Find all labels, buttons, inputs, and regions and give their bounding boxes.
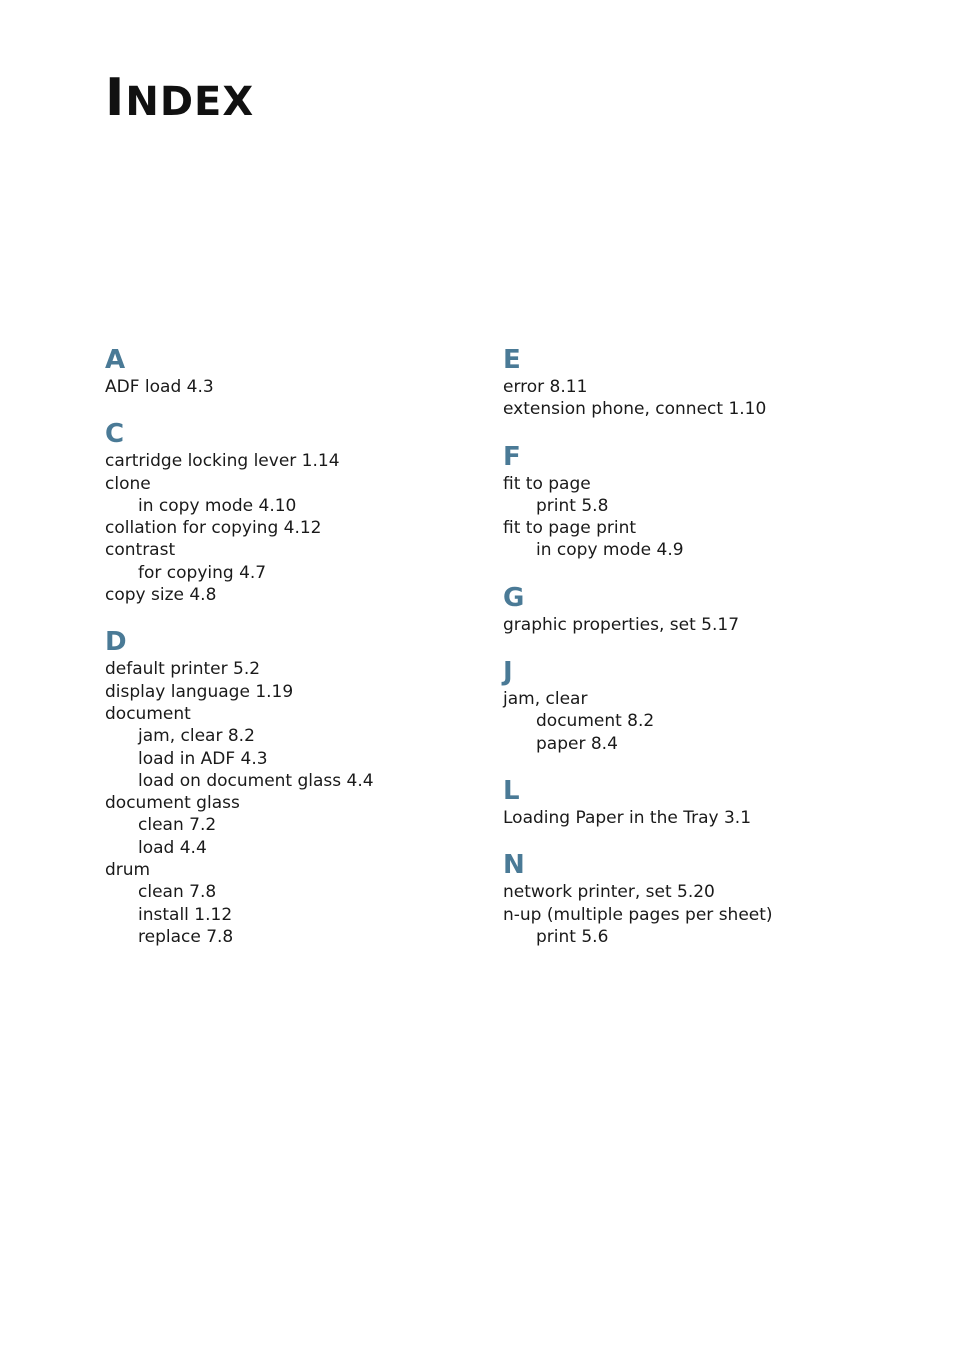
index-subentry: in copy mode 4.10 <box>138 495 297 516</box>
title-rest: NDEX <box>125 79 255 125</box>
index-entry: Loading Paper in the Tray 3.1 <box>503 807 752 828</box>
index-entry: jam, clear <box>503 689 588 710</box>
index-subentry: install 1.12 <box>138 904 233 925</box>
index-entry: ADF load 4.3 <box>105 377 214 397</box>
index-entry: error 8.11 <box>503 377 588 397</box>
index-section-c <box>105 418 485 606</box>
index-subentry: print 5.8 <box>536 495 609 516</box>
index-subentry: load on document glass 4.4 <box>138 770 374 791</box>
index-entry: drum <box>105 860 151 881</box>
index-section-l <box>503 775 883 829</box>
index-subentry: paper 8.4 <box>536 733 618 754</box>
index-section-n <box>503 849 883 948</box>
index-section-f <box>503 441 883 562</box>
index-subentry: load in ADF 4.3 <box>138 748 268 769</box>
index-entry: display language 1.19 <box>105 681 294 702</box>
index-entry: document glass <box>105 793 240 814</box>
index-section-j <box>503 656 883 755</box>
index-subentry: replace 7.8 <box>138 926 234 947</box>
index-subentry: load 4.4 <box>138 837 207 858</box>
section-letter: L <box>503 775 520 806</box>
index-entry: clone <box>105 473 151 494</box>
section-letter: G <box>503 582 525 613</box>
index-section-e <box>503 344 883 421</box>
index-entry: fit to page print <box>503 518 637 539</box>
index-subentry: in copy mode 4.9 <box>536 540 684 561</box>
title-initial: I <box>105 68 126 128</box>
index-entry: graphic properties, set 5.17 <box>503 614 740 635</box>
section-letter: N <box>503 850 525 881</box>
index-entry: n-up (multiple pages per sheet) <box>503 904 773 925</box>
index-subentry: print 5.6 <box>536 926 609 947</box>
section-letter: C <box>105 419 125 450</box>
index-column-right <box>503 344 883 968</box>
index-entry: cartridge locking lever 1.14 <box>105 451 340 472</box>
index-entry: network printer, set 5.20 <box>503 882 715 903</box>
index-column-left <box>105 344 485 968</box>
section-letter: A <box>105 345 126 375</box>
index-entry: default printer 5.2 <box>105 659 261 680</box>
index-section-a <box>105 344 485 398</box>
section-letter: F <box>503 441 521 472</box>
index-section-g <box>503 582 883 636</box>
index-entry: extension phone, connect 1.10 <box>503 399 767 420</box>
index-subentry: clean 7.8 <box>138 882 217 903</box>
index-entry: collation for copying 4.12 <box>105 518 322 539</box>
page-title <box>105 68 255 128</box>
section-letter: J <box>503 657 513 688</box>
index-subentry: jam, clear 8.2 <box>138 726 255 747</box>
index-subentry: clean 7.2 <box>138 815 217 836</box>
section-letter: E <box>503 345 521 375</box>
index-entry: fit to page <box>503 473 591 494</box>
index-entry: contrast <box>105 540 176 561</box>
index-section-d <box>105 626 485 948</box>
section-letter: D <box>105 627 127 658</box>
index-entry: copy size 4.8 <box>105 585 217 606</box>
index-subentry: document 8.2 <box>536 711 655 732</box>
index-entry: document <box>105 703 191 724</box>
index-subentry: for copying 4.7 <box>138 562 267 583</box>
